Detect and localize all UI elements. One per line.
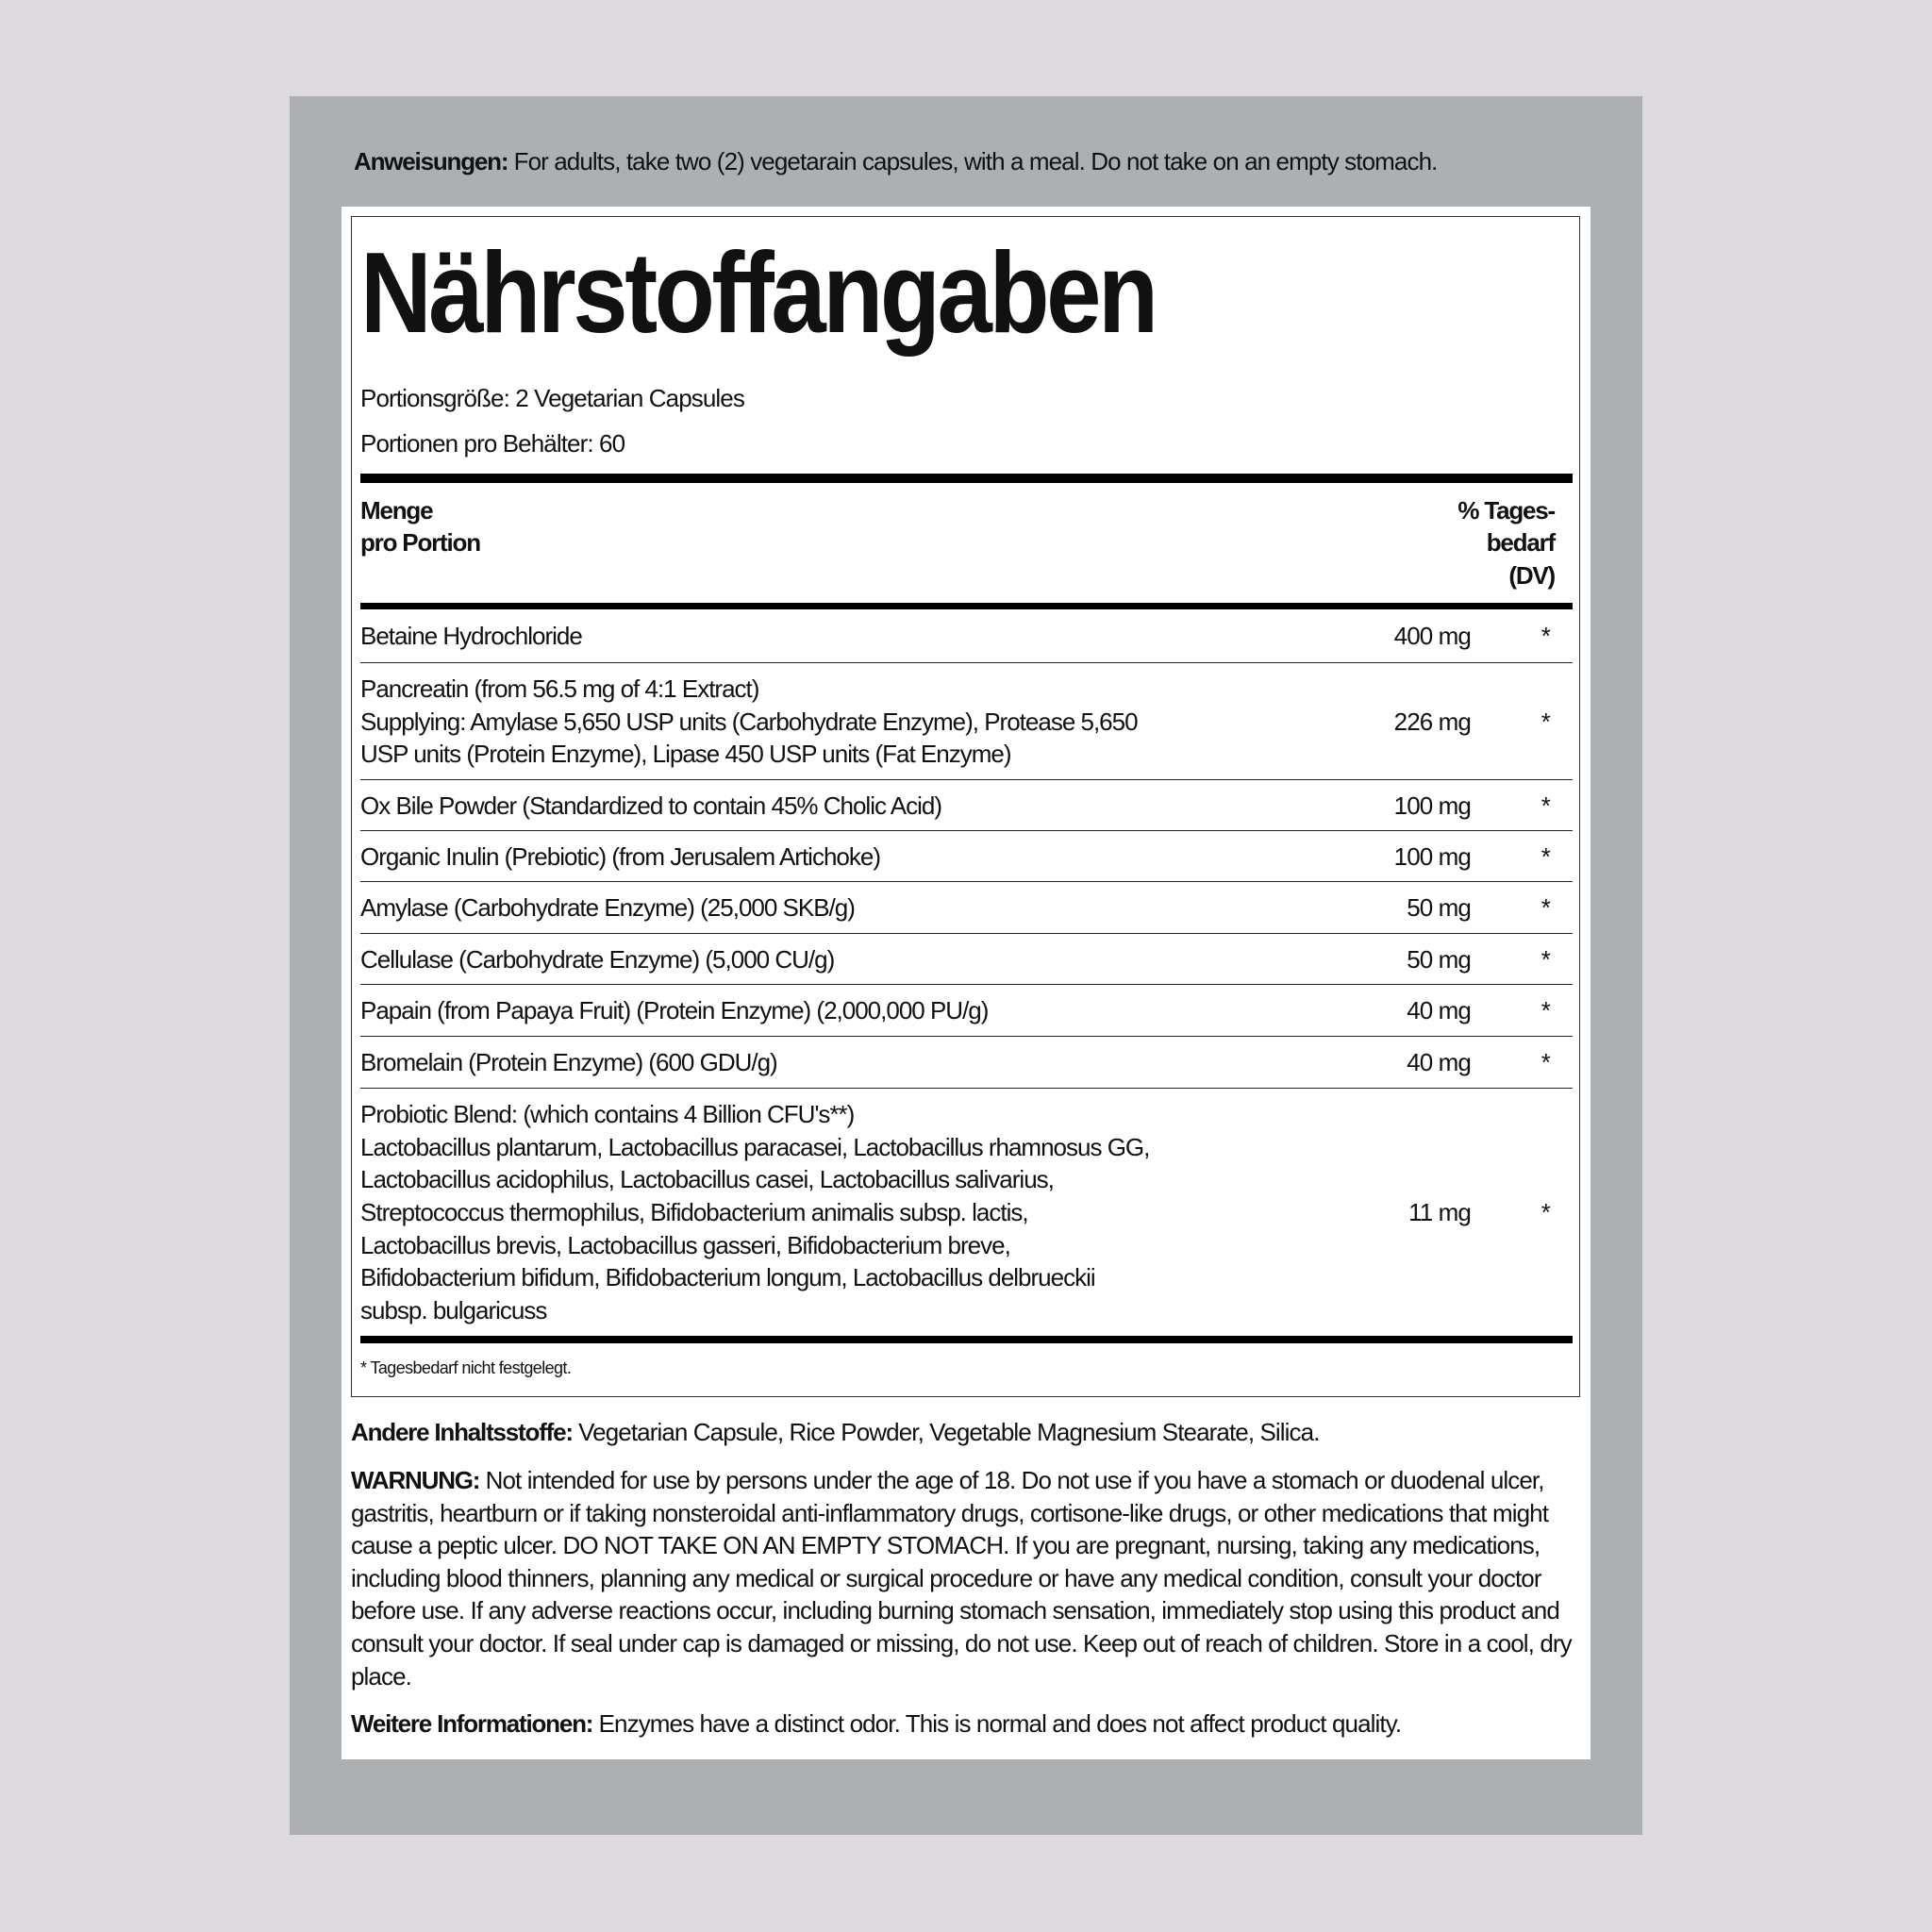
thick-divider xyxy=(360,1336,1573,1343)
nutrient-row xyxy=(360,1037,1573,1089)
nutrient-name-line: USP units (Protein Enzyme), Lipase 450 USP units (Fat Enzyme) xyxy=(360,740,1011,769)
nutrient-name-line: Cellulase (Carbohydrate Enzyme) (5,000 CU/g) xyxy=(360,944,835,974)
nutrient-row xyxy=(360,780,1573,831)
nutrient-row xyxy=(360,934,1573,985)
nutrient-row xyxy=(360,1089,1573,1336)
nutrient-name-line: subsp. bulgaricuss xyxy=(360,1295,547,1324)
nutrient-amount: 50 mg xyxy=(1407,893,1471,923)
nutrient-name-line: Bromelain (Protein Enzyme) (600 GDU/g) xyxy=(360,1048,777,1077)
nutrient-name-line: Bifidobacterium bifidum, Bifidobacterium longum, Lactobacillus delbrueckii xyxy=(360,1263,1095,1292)
nutrient-dv: * xyxy=(1541,791,1550,820)
nutrient-name xyxy=(360,1041,1341,1085)
nutrient-amount: 11 mg xyxy=(1408,1198,1471,1227)
nutrient-row xyxy=(360,663,1573,780)
nutrient-dv: * xyxy=(1541,841,1550,871)
header-line: (DV) xyxy=(1508,560,1555,590)
table-header xyxy=(360,483,1573,604)
nutrient-dv: * xyxy=(1541,944,1550,974)
nutrient-amount: 40 mg xyxy=(1407,996,1471,1025)
nutrient-name-line: Streptococcus thermophilus, Bifidobacterium animalis subsp. lactis, xyxy=(360,1198,1028,1227)
nutrient-dv: * xyxy=(1541,707,1550,736)
nutrient-name xyxy=(360,835,1341,879)
warning-text: Not intended for use by persons under the age of 18. Do not use if you have a stomach or duodenal ulcer, gastritis, heartburn or if taking nonsteroidal anti-inflammatory drugs, cortisone-like drugs, or other medications that might cause a peptic ulcer. DO NOT TAKE ON AN EMPTY STOMACH. If you are pregnant, nursing, taking any medications, including blood thinners, planning any medical or surgical procedure or have any medical condition, consult your doctor before use. If any adverse reactions occur, including burning stomach sensation, immediately stop using this product and consult your doctor. If seal under cap is damaged or missing, do not use. Keep out of reach of children. Store in a cool, dry place. xyxy=(351,1465,1572,1690)
directions xyxy=(354,145,1524,178)
nutrient-amount: 100 mg xyxy=(1393,841,1471,871)
label-panel xyxy=(290,96,1642,1835)
label-body xyxy=(341,207,1591,1759)
nutrient-name xyxy=(360,667,1341,776)
more-info-label: Weitere Informationen: xyxy=(351,1709,593,1739)
nutrient-amount: 400 mg xyxy=(1393,622,1471,651)
serving-info xyxy=(360,375,1579,466)
nutrient-name-line: Amylase (Carbohydrate Enzyme) (25,000 SKB/g) xyxy=(360,893,855,923)
nutrient-name-line: Lactobacillus plantarum, Lactobacillus paracasei, Lactobacillus rhamnosus GG, xyxy=(360,1132,1150,1161)
other-ingredients xyxy=(351,1416,1587,1449)
nutrient-name xyxy=(360,938,1341,982)
nutrient-name xyxy=(360,614,1341,658)
nutrient-amount: 100 mg xyxy=(1393,791,1471,820)
footnote: * Tagesbedarf nicht festgelegt. xyxy=(360,1358,572,1378)
nutrient-row xyxy=(360,882,1573,934)
header-line: Menge xyxy=(360,495,433,525)
nutrient-row xyxy=(360,609,1573,663)
nutrient-name xyxy=(360,784,1341,828)
nutrient-amount: 50 mg xyxy=(1407,944,1471,974)
other-text: Vegetarian Capsule, Rice Powder, Vegetable Magnesium Stearate, Silica. xyxy=(572,1418,1320,1447)
nutrient-row xyxy=(360,831,1573,882)
facts-title-wrap xyxy=(360,226,1579,358)
nutrient-name-line: Organic Inulin (Prebiotic) (from Jerusalem Artichoke) xyxy=(360,841,880,871)
nutrient-row xyxy=(360,985,1573,1037)
nutrient-name xyxy=(360,1092,1341,1332)
nutrient-dv: * xyxy=(1541,1198,1550,1227)
facts-title: Nährstoffangaben xyxy=(360,227,1156,357)
nutrient-amount: 226 mg xyxy=(1393,707,1471,736)
serving-size: Portionsgröße: 2 Vegetarian Capsules xyxy=(360,383,744,412)
header-line: bedarf xyxy=(1486,528,1555,558)
nutrient-name-line: Supplying: Amylase 5,650 USP units (Carbohydrate Enzyme), Protease 5,650 xyxy=(360,707,1138,736)
nutrient-table xyxy=(360,609,1573,1336)
header-line: pro Portion xyxy=(360,528,480,558)
nutrient-name-line: Ox Bile Powder (Standardized to contain 45% Cholic Acid) xyxy=(360,791,942,820)
directions-label: Anweisungen: xyxy=(354,147,508,175)
thick-divider xyxy=(360,474,1573,483)
more-info xyxy=(351,1707,1587,1740)
header-amount-per-serving xyxy=(360,494,480,592)
nutrient-dv: * xyxy=(1541,1048,1550,1077)
nutrient-dv: * xyxy=(1541,622,1550,651)
more-info-text: Enzymes have a distinct odor. This is normal and does not affect product quality. xyxy=(592,1709,1402,1739)
nutrient-name-line: Probiotic Blend: (which contains 4 Billion CFU's**) xyxy=(360,1100,855,1129)
nutrient-name-line: Lactobacillus acidophilus, Lactobacillus casei, Lactobacillus salivarius, xyxy=(360,1165,1054,1194)
nutrient-dv: * xyxy=(1541,893,1550,923)
warning xyxy=(351,1464,1587,1692)
nutrient-name-line: Betaine Hydrochloride xyxy=(360,622,582,651)
servings-per-container: Portionen pro Behälter: 60 xyxy=(360,428,625,458)
nutrient-amount: 40 mg xyxy=(1407,1048,1471,1077)
other-label: Andere Inhaltsstoffe: xyxy=(351,1418,573,1447)
nutrient-name-line: Pancreatin (from 56.5 mg of 4:1 Extract) xyxy=(360,674,759,703)
thick-divider xyxy=(360,603,1573,609)
warning-label: WARNUNG: xyxy=(351,1465,480,1494)
nutrient-name-line: Lactobacillus brevis, Lactobacillus gasseri, Bifidobacterium breve, xyxy=(360,1230,1010,1259)
nutrient-dv: * xyxy=(1541,996,1550,1025)
nutrient-name xyxy=(360,989,1341,1033)
directions-text: For adults, take two (2) vegetarain capsules, with a meal. Do not take on an empty stomach. xyxy=(508,147,1438,175)
nutrient-name-line: Papain (from Papaya Fruit) (Protein Enzyme) (2,000,000 PU/g) xyxy=(360,996,989,1025)
nutrient-name xyxy=(360,886,1341,930)
nutrition-facts-box xyxy=(351,216,1580,1398)
header-daily-value xyxy=(1457,494,1573,592)
header-line: % Tages- xyxy=(1457,495,1555,525)
